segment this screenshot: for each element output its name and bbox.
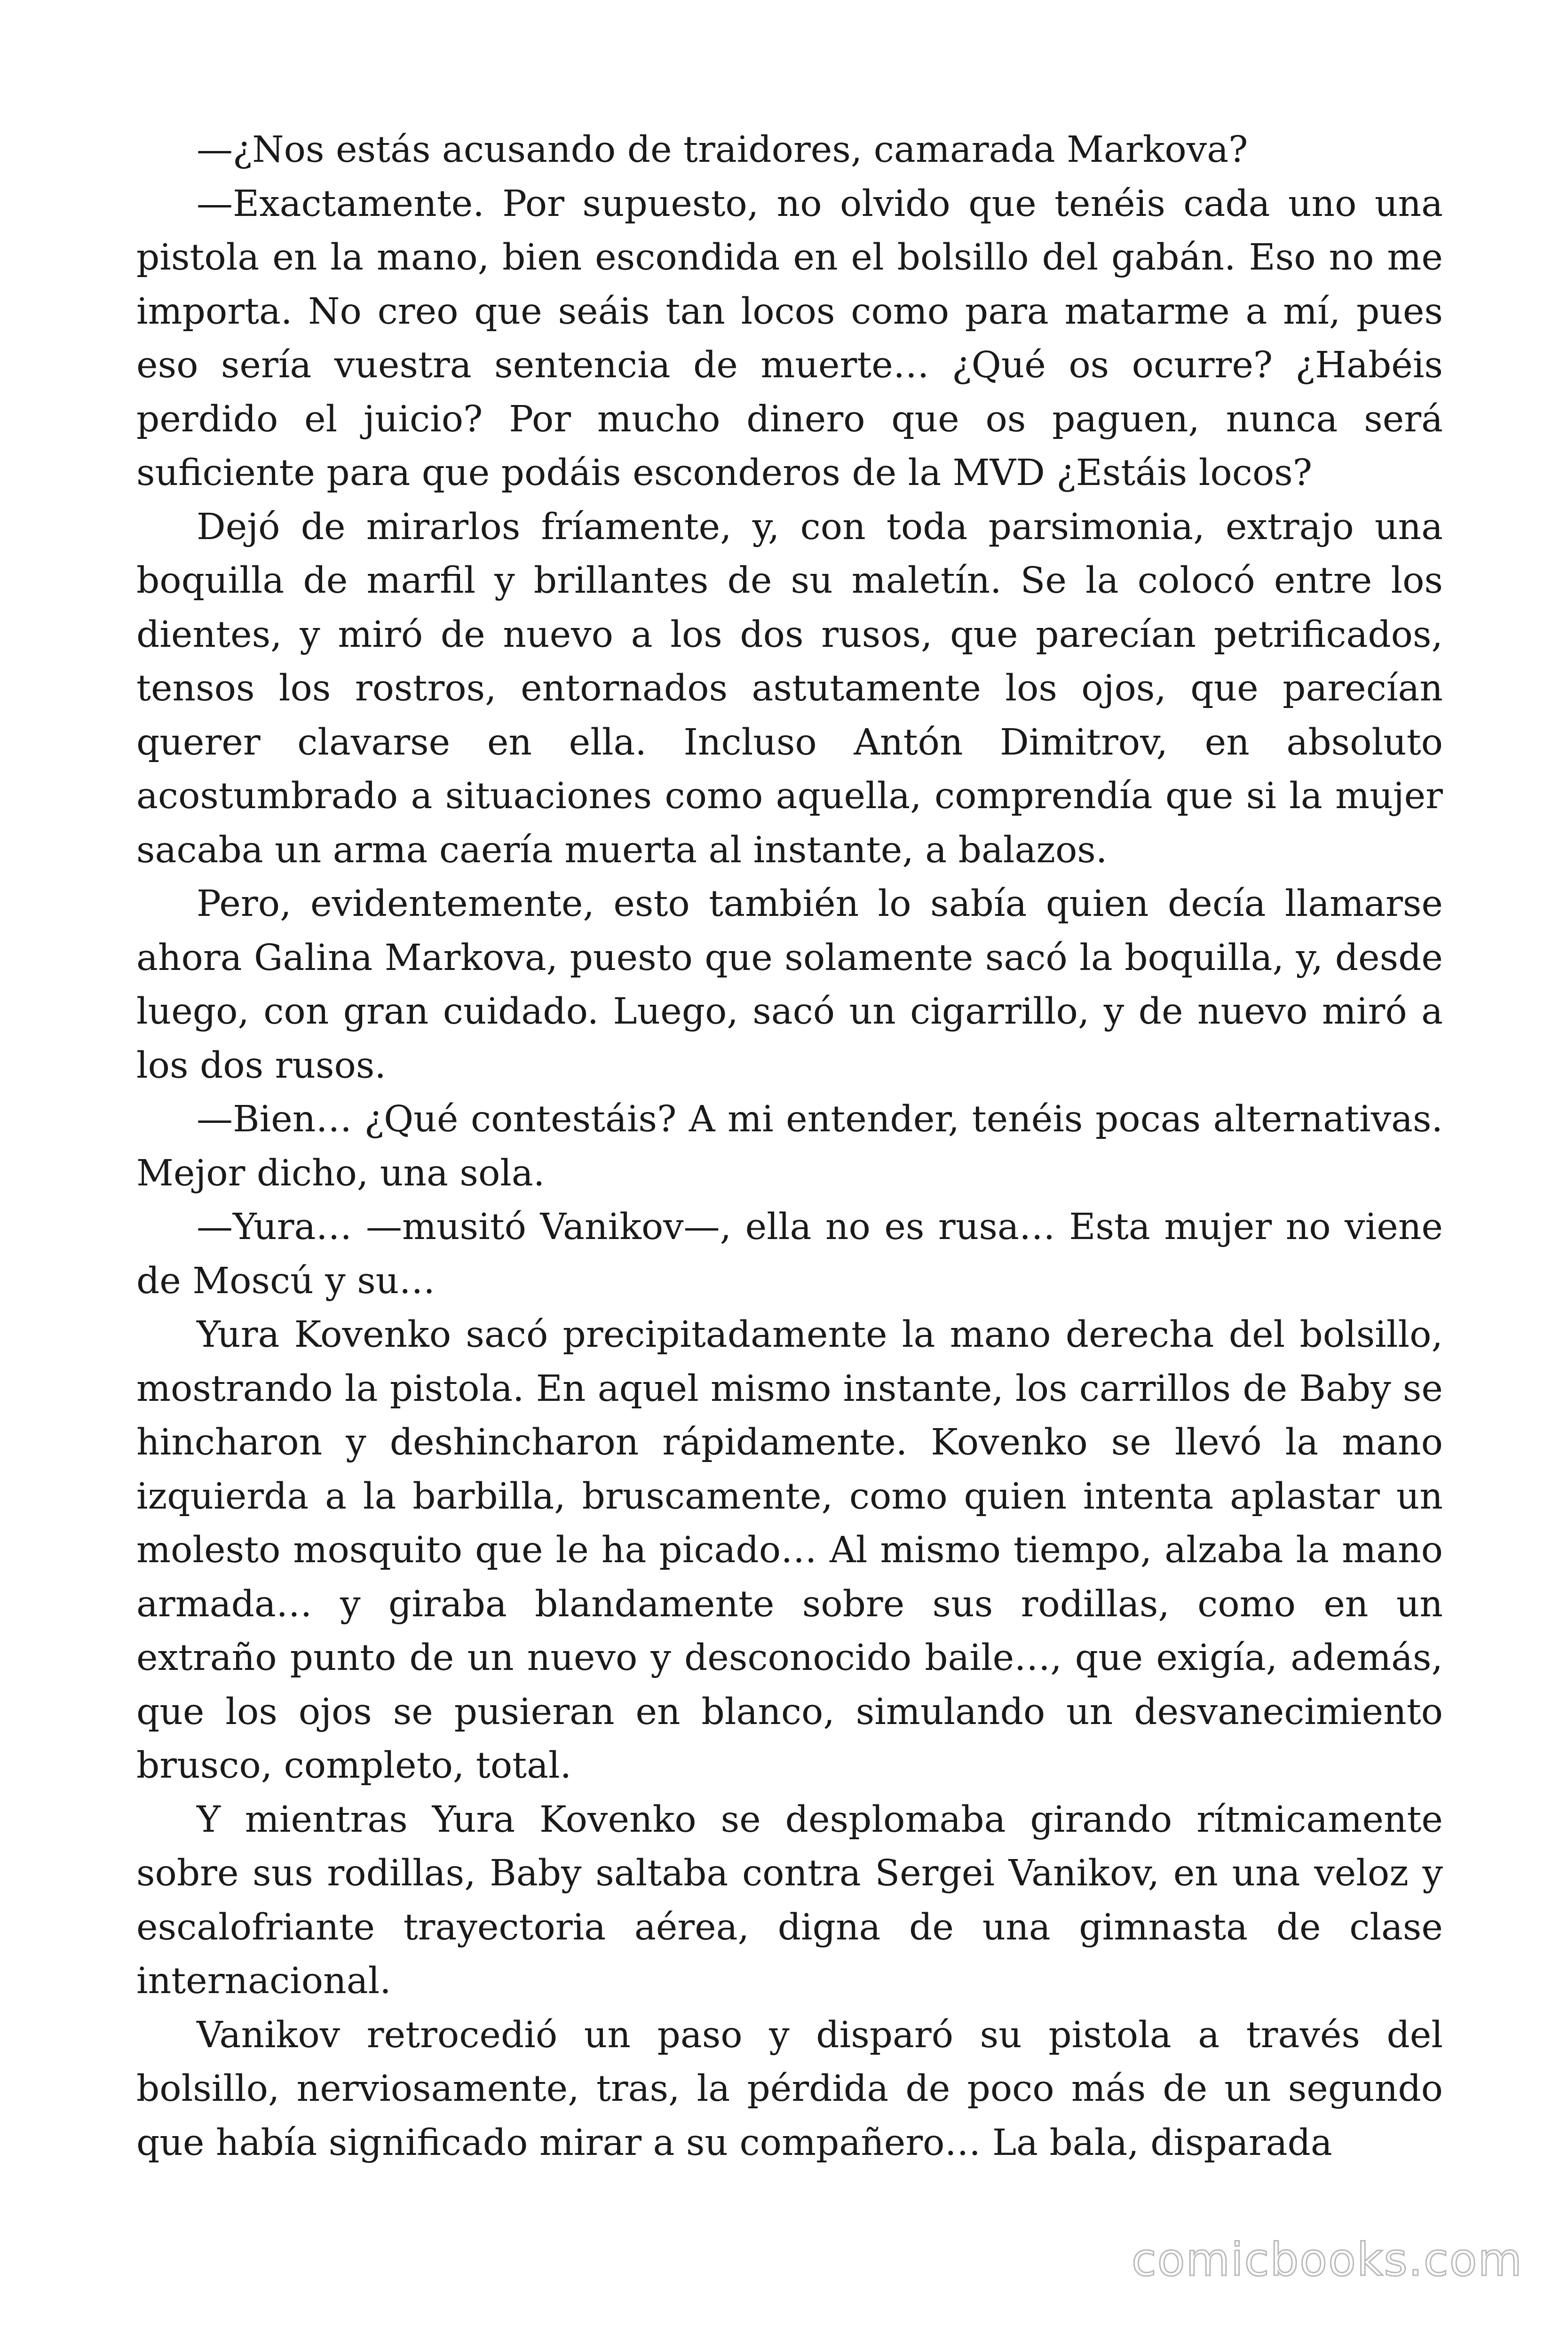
paragraph: —Bien… ¿Qué contestáis? A mi entender, tenéis pocas alternativas. Mejor dicho, una sola. (136, 1098, 1443, 1194)
watermark: comicbooks.com (1131, 2233, 1523, 2286)
body-text (136, 123, 1443, 2170)
paragraph: —¿Nos estás acusando de traidores, camarada Markova? (197, 129, 1248, 171)
paragraph: Dejó de mirarlos fríamente, y, con toda parsimonia, extrajo una boquilla de marfil y brillantes de su maletín. Se la colocó entre los dientes, y miró de nuevo a los dos rusos, que parecían petrificados, tensos los rostros, entornados astutamente los ojos, que parecían querer clavarse en ella. Incluso Antón Dimitrov, en absoluto acostumbrado a situaciones como aquella, comprendía que si la mujer sacaba un arma caería muerta al instante, a balazos. (136, 506, 1443, 871)
paragraph: Y mientras Yura Kovenko se desplomaba girando rítmicamente sobre sus rodillas, Baby saltaba contra Sergei Vanikov, en una veloz y escalofriante trayectoria aérea, digna de una gimnasta de clase internacional. (136, 1798, 1443, 2002)
paragraph: Yura Kovenko sacó precipitadamente la mano derecha del bolsillo, mostrando la pistola. En aquel mismo instante, los carrillos de Baby se hincharon y deshincharon rápidamente. Kovenko se llevó la mano izquierda a la barbilla, bruscamente, como quien intenta aplastar un molesto mosquito que le ha picado… Al mismo tiempo, alzaba la mano armada… y giraba blandamente sobre sus rodillas, como en un extraño punto de un nuevo y desconocido baile…, que exigía, además, que los ojos se pusieran en blanco, simulando un desvanecimiento brusco, completo, total. (136, 1314, 1443, 1787)
paragraph: Vanikov retrocedió un paso y disparó su pistola a través del bolsillo, nerviosamente, tras, la pérdida de poco más de un segundo que había significado mirar a su compañero… La bala, disparada (136, 2014, 1443, 2164)
paragraph: —Exactamente. Por supuesto, no olvido que tenéis cada uno una pistola en la mano, bien escondida en el bolsillo del gabán. Eso no me importa. No creo que seáis tan locos como para matarme a mí, pues eso sería vuestra sentencia de muerte… ¿Qué os ocurre? ¿Habéis perdido el juicio? Por mucho dinero que os paguen, nunca será suficiente para que podáis esconderos de la MVD ¿Estáis locos? (136, 183, 1443, 494)
paragraph: Pero, evidentemente, esto también lo sabía quien decía llamarse ahora Galina Markova, puesto que solamente sacó la boquilla, y, desde luego, con gran cuidado. Luego, sacó un cigarrillo, y de nuevo miró a los dos rusos. (136, 883, 1443, 1087)
paragraph: —Yura… —musitó Vanikov—, ella no es rusa… Esta mujer no viene de Moscú y su… (136, 1206, 1443, 1302)
